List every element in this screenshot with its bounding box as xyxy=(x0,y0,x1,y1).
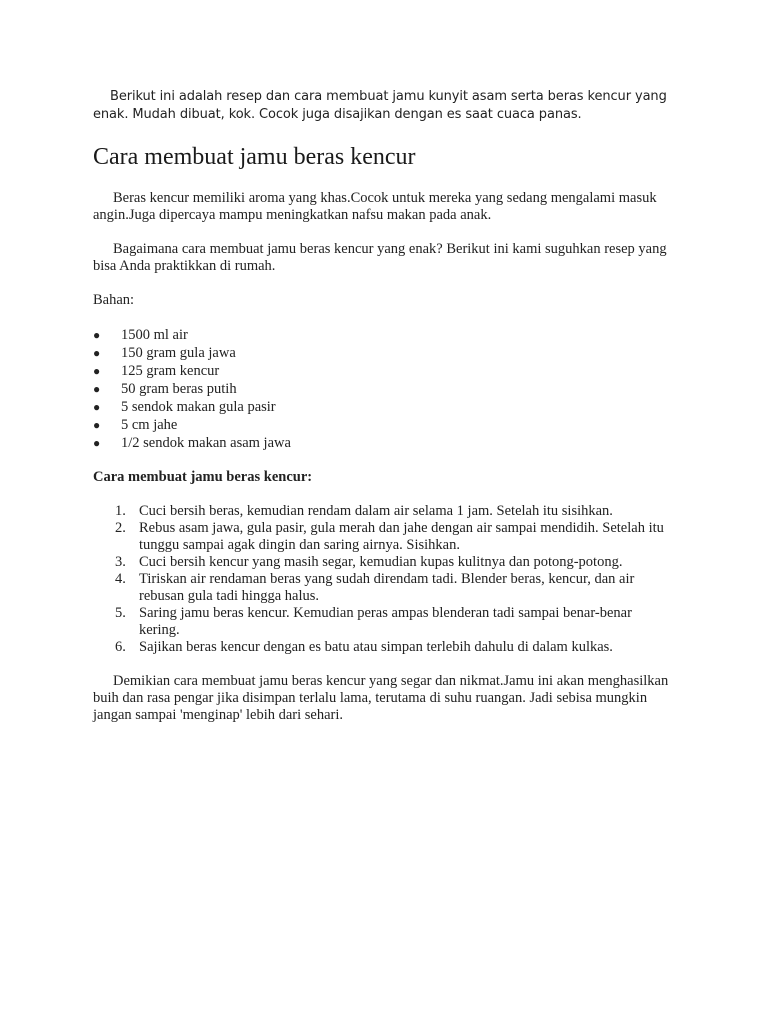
steps-list xyxy=(93,503,673,656)
ingredient-text: 50 gram beras putih xyxy=(121,381,237,397)
list-item xyxy=(93,503,673,520)
ingredient-text: 1/2 sendok makan asam jawa xyxy=(121,435,291,451)
list-item xyxy=(93,380,673,398)
step-text: Rebus asam jawa, gula pasir, gula merah dan jahe dengan air sampai mendidih. Setelah itu tunggu sampai agak dingin dan saring airnya. Sisihkan. xyxy=(139,520,664,553)
step-number: 3. xyxy=(115,554,126,570)
step-number: 2. xyxy=(115,520,126,536)
list-item xyxy=(93,554,673,571)
list-item xyxy=(93,434,673,452)
list-item xyxy=(93,605,673,639)
ingredient-text: 5 cm jahe xyxy=(121,417,178,433)
step-number: 1. xyxy=(115,503,126,519)
description-paragraph: Beras kencur memiliki aroma yang khas.Cocok untuk mereka yang sedang mengalami masuk angin.Juga dipercaya mampu meningkatkan nafsu makan pada anak. xyxy=(93,190,657,223)
list-item xyxy=(93,639,673,656)
list-item xyxy=(93,326,673,344)
list-item xyxy=(93,344,673,362)
ingredient-text: 1500 ml air xyxy=(121,327,188,343)
list-item xyxy=(93,362,673,380)
bullet-icon: ● xyxy=(93,400,101,414)
list-item xyxy=(93,571,673,605)
step-number: 4. xyxy=(115,571,126,587)
bullet-icon: ● xyxy=(93,436,101,450)
step-text: Cuci bersih kencur yang masih segar, kemudian kupas kulitnya dan potong-potong. xyxy=(139,554,623,570)
list-item xyxy=(93,416,673,434)
ingredient-text: 150 gram gula jawa xyxy=(121,345,236,361)
step-text: Tiriskan air rendaman beras yang sudah direndam tadi. Blender beras, kencur, dan air rebusan gula tadi hingga halus. xyxy=(139,571,635,604)
bullet-icon: ● xyxy=(93,346,101,360)
bullet-icon: ● xyxy=(93,382,101,396)
ingredients-list xyxy=(93,326,673,452)
document-page xyxy=(93,88,673,741)
step-number: 5. xyxy=(115,605,126,621)
ingredient-text: 125 gram kencur xyxy=(121,363,220,379)
ingredients-label: Bahan: xyxy=(93,292,135,308)
intro-paragraph: Berikut ini adalah resep dan cara membuat jamu kunyit asam serta beras kencur yang enak. Mudah dibuat, kok. Cocok juga disajikan dengan es saat cuaca panas. xyxy=(93,89,667,122)
question-paragraph: Bagaimana cara membuat jamu beras kencur yang enak? Berikut ini kami suguhkan resep yang bisa Anda praktikkan di rumah. xyxy=(93,241,667,274)
steps-heading: Cara membuat jamu beras kencur: xyxy=(93,469,313,485)
ingredient-text: 5 sendok makan gula pasir xyxy=(121,399,276,415)
bullet-icon: ● xyxy=(93,418,101,432)
step-number: 6. xyxy=(115,639,126,655)
step-text: Sajikan beras kencur dengan es batu atau simpan terlebih dahulu di dalam kulkas. xyxy=(139,639,613,655)
list-item xyxy=(93,520,673,554)
step-text: Cuci bersih beras, kemudian rendam dalam air selama 1 jam. Setelah itu sisihkan. xyxy=(139,503,613,519)
closing-paragraph: Demikian cara membuat jamu beras kencur yang segar dan nikmat.Jamu ini akan menghasilkan buih dan rasa pengar jika disimpan terlalu lama, terutama di suhu ruangan. Jadi sebisa mungkin jangan sampai 'menginap' lebih dari sehari. xyxy=(93,673,669,723)
page-title: Cara membuat jamu beras kencur xyxy=(93,144,416,170)
bullet-icon: ● xyxy=(93,328,101,342)
list-item xyxy=(93,398,673,416)
step-text: Saring jamu beras kencur. Kemudian peras ampas blenderan tadi sampai benar-benar kering. xyxy=(139,605,632,638)
bullet-icon: ● xyxy=(93,364,101,378)
